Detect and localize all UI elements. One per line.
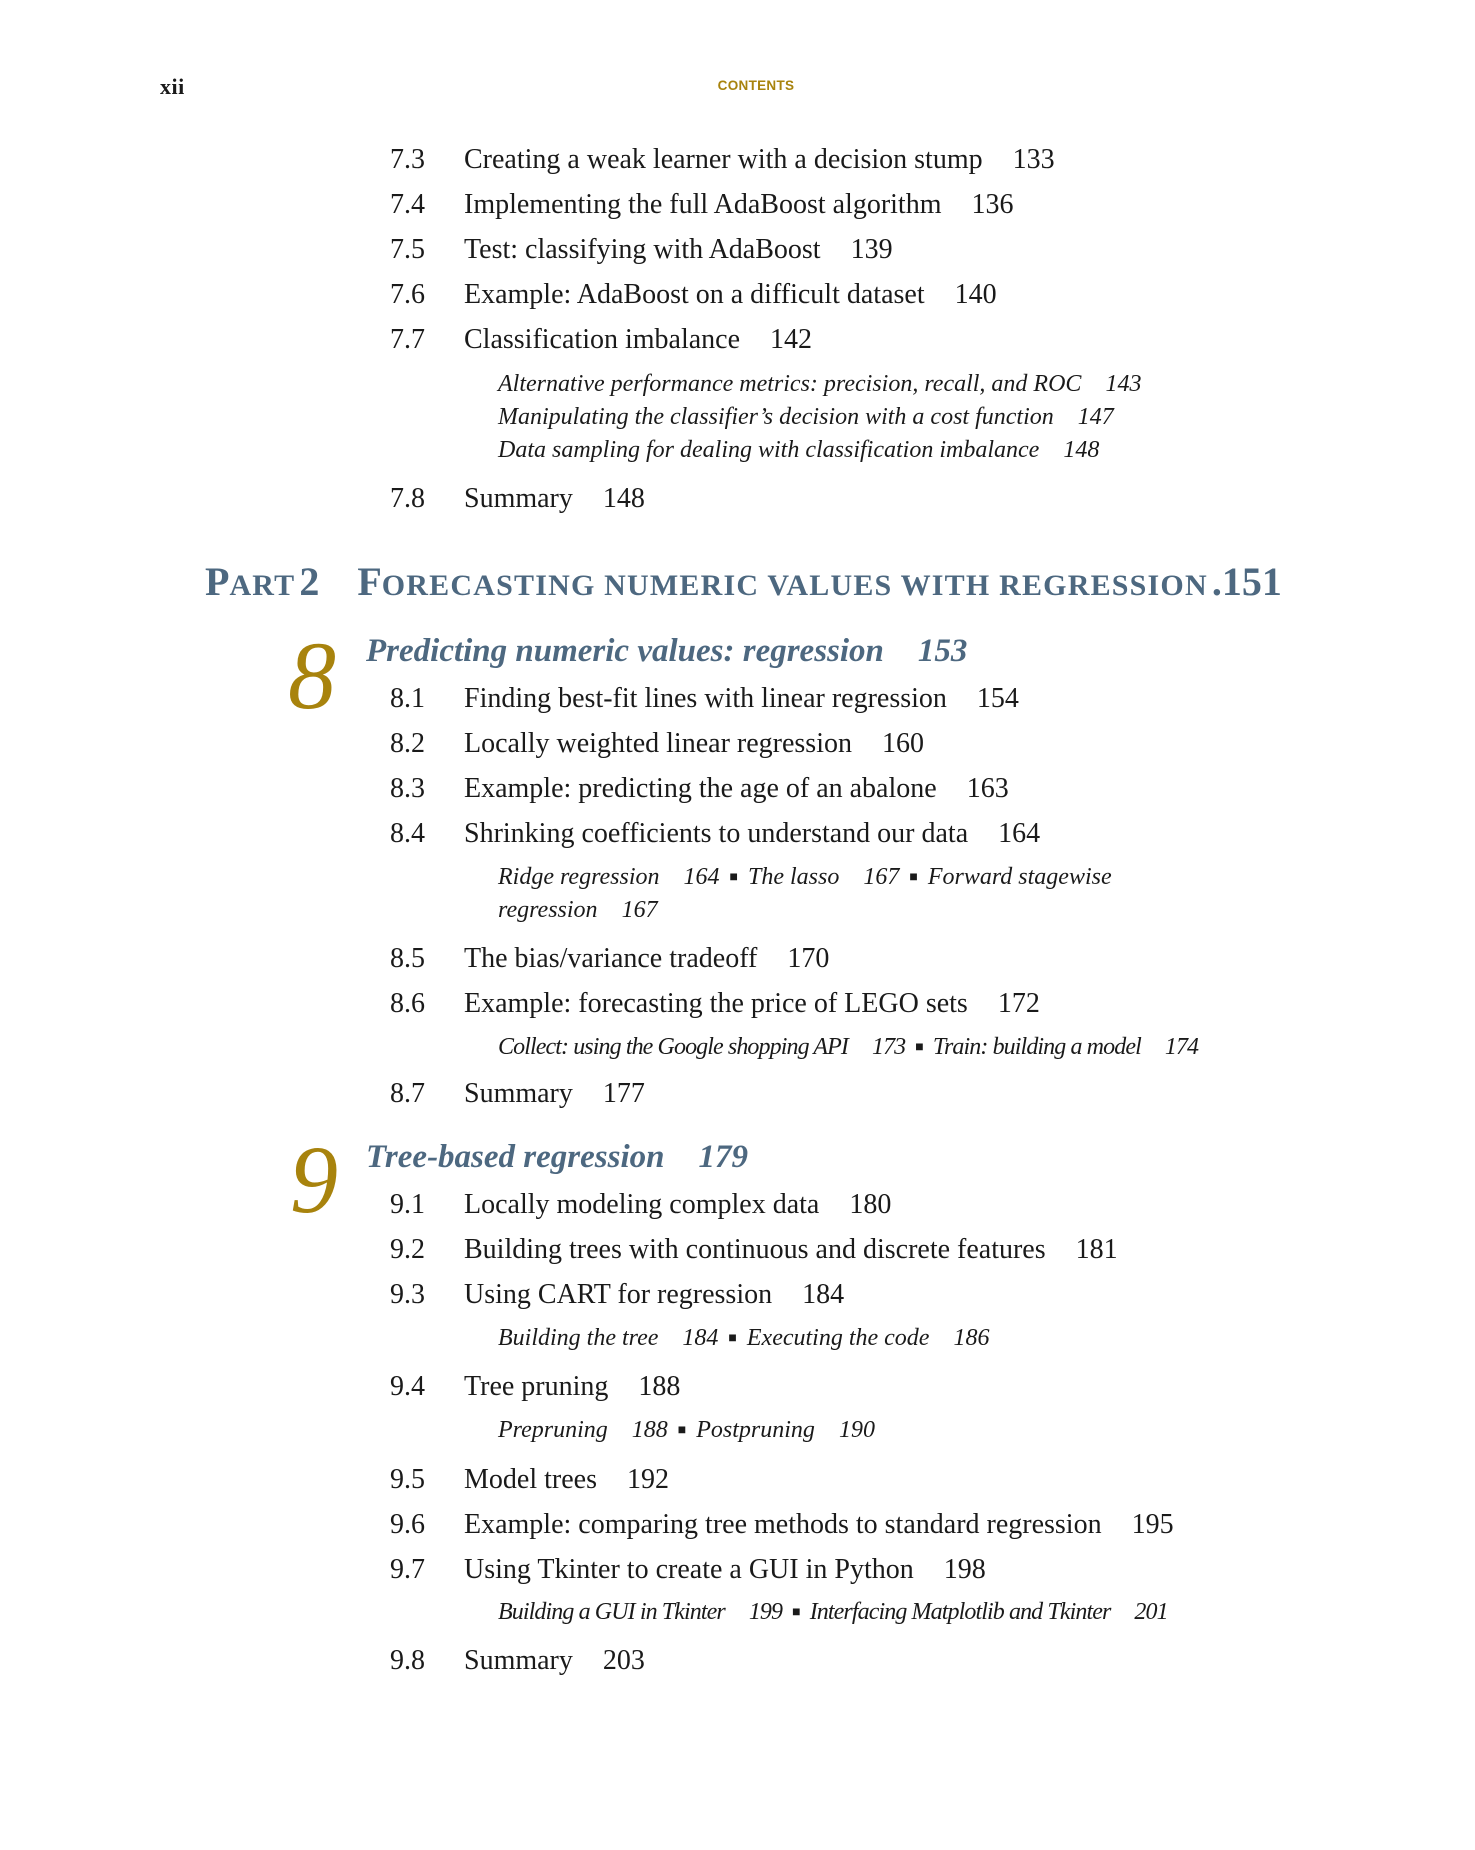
bullet-separator: ■ [915,1040,923,1055]
subsection-title-continued: regression [498,897,598,923]
page-number: 180 [849,1189,892,1220]
subsection-title: Postpruning [696,1417,815,1443]
page-number: 148 [1063,437,1100,463]
section-number: 7.5 [390,234,425,265]
page-number: 164 [683,864,720,890]
section-number: 9.5 [390,1464,425,1495]
section-title: Using Tkinter to create a GUI in Python [464,1554,914,1585]
section-number: 7.3 [390,144,425,175]
toc-subentry-8-4-line1[interactable] [498,865,1112,889]
section-title: Finding best-fit lines with linear regression [464,683,947,714]
page-number: 201 [1134,1599,1168,1625]
section-number: 7.8 [390,483,425,514]
page-number: 199 [748,1599,783,1625]
toc-subentry-7-7-a[interactable] [498,372,1141,396]
subsection-title: Executing the code [746,1325,930,1351]
toc-entry-7-4[interactable] [390,191,1014,219]
part-heading[interactable] [205,559,1282,604]
toc-subentry-8-4-line2[interactable] [498,898,658,922]
section-title: Locally modeling complex data [464,1189,820,1220]
subsection-title: Interfacing Matplotlib and Tkinter [809,1599,1111,1625]
page-number: 140 [954,279,997,310]
chapter-number-9: 9 [290,1126,338,1233]
toc-subentry-9-4[interactable] [498,1418,875,1442]
chapter-title-8[interactable] [366,635,967,668]
page-number: 174 [1164,1034,1199,1060]
section-number: 8.1 [390,683,425,714]
section-title: Implementing the full AdaBoost algorithm [464,189,942,220]
page-number: 192 [626,1464,669,1495]
toc-entry-7-3[interactable] [390,146,1055,174]
bullet-separator: ■ [729,870,738,885]
toc-entry-8-7[interactable] [390,1080,645,1108]
subsection-title: Data sampling for dealing with classification imbalance [498,437,1040,463]
toc-entry-9-7[interactable] [390,1556,986,1584]
toc-entry-9-1[interactable] [390,1191,891,1219]
section-title: Example: AdaBoost on a difficult dataset [464,279,925,310]
section-number: 8.6 [390,988,425,1019]
toc-subentry-7-7-c[interactable] [498,438,1099,462]
subsection-title: The lasso [748,864,840,890]
page-number: 188 [638,1371,681,1402]
page-number: 139 [850,234,893,265]
section-number: 8.5 [390,943,425,974]
section-title: Building trees with continuous and discrete features [464,1234,1046,1265]
page-number: 148 [602,483,645,514]
toc-subentry-9-7[interactable] [498,1600,1168,1624]
section-title: Using CART for regression [464,1279,773,1310]
toc-entry-9-6[interactable] [390,1511,1174,1539]
toc-subentry-7-7-b[interactable] [498,405,1114,429]
page-number: 136 [971,189,1014,220]
section-title: Creating a weak learner with a decision stump [464,144,983,175]
toc-entry-9-8[interactable] [390,1647,645,1675]
bullet-separator: ■ [728,1331,737,1346]
chapter-title: Tree-based regression [366,1139,665,1175]
page-number: 188 [631,1417,668,1443]
page-number: 154 [976,683,1019,714]
toc-entry-9-4[interactable] [390,1373,680,1401]
toc-entry-7-7[interactable] [390,326,812,354]
toc-entry-8-6[interactable] [390,990,1040,1018]
subsection-title: Prepruning [498,1417,608,1443]
page-number: 163 [966,773,1009,804]
chapter-title: Predicting numeric values: regression [366,633,884,669]
page-number: 179 [698,1139,748,1175]
page-number: 133 [1012,144,1055,175]
page-number: 190 [838,1417,875,1443]
page-number: 142 [770,324,813,355]
section-title: Model trees [464,1464,597,1495]
toc-entry-7-6[interactable] [390,281,997,309]
subsection-title: Building the tree [498,1325,659,1351]
section-title: Summary [464,1645,573,1676]
page-number: 143 [1105,371,1142,397]
section-title: Example: comparing tree methods to standard regression [464,1509,1102,1540]
part-title: FORECASTING NUMERIC VALUES WITH REGRESSION [357,559,1208,604]
bullet-separator: ■ [909,870,918,885]
toc-subentry-8-6[interactable] [498,1035,1198,1059]
subsection-title: Forward stagewise [927,864,1112,890]
section-number: 9.1 [390,1189,425,1220]
toc-entry-7-8[interactable] [390,485,645,513]
section-title: Test: classifying with AdaBoost [464,234,821,265]
chapter-number-8: 8 [288,622,336,729]
subsection-title: Building a GUI in Tkinter [498,1599,725,1625]
section-title: Example: predicting the age of an abalone [464,773,937,804]
page-number: 186 [953,1325,990,1351]
page-number: 177 [602,1078,645,1109]
part-label: PART 2 [205,559,320,604]
toc-entry-8-1[interactable] [390,685,1019,713]
bullet-separator: ■ [792,1605,800,1620]
page-number: 153 [917,633,968,669]
page-number: 164 [998,818,1041,849]
section-number: 8.7 [390,1078,425,1109]
chapter-title-9[interactable] [366,1141,748,1174]
page-folio: xii [160,74,185,99]
page-number: 181 [1075,1234,1118,1265]
page-number: 173 [871,1034,906,1060]
subsection-title: Manipulating the classifier’s decision with a cost function [498,404,1054,430]
toc-entry-8-2[interactable] [390,730,924,758]
subsection-title: Alternative performance metrics: precision, recall, and ROC [498,371,1082,397]
section-title: Summary [464,1078,573,1109]
section-number: 9.7 [390,1554,425,1585]
toc-entry-8-4[interactable] [390,820,1040,848]
toc-subentry-9-3[interactable] [498,1326,989,1350]
page-number: 184 [802,1279,845,1310]
section-number: 9.8 [390,1645,425,1676]
running-head: CONTENTS [717,78,795,93]
section-number: 7.4 [390,189,425,220]
page-number: 147 [1077,404,1114,430]
section-number: 9.4 [390,1371,425,1402]
section-title: Tree pruning [464,1371,609,1402]
section-number: 8.4 [390,818,425,849]
page-number: 160 [881,728,924,759]
section-number: 9.2 [390,1234,425,1265]
toc-entry-8-3[interactable] [390,775,1009,803]
toc-entry-7-5[interactable] [390,236,893,264]
section-title: Locally weighted linear regression [464,728,852,759]
page-number: 203 [602,1645,645,1676]
bullet-separator: ■ [677,1423,687,1438]
section-number: 8.3 [390,773,425,804]
section-number: 9.6 [390,1509,425,1540]
section-title: The bias/variance tradeoff [464,943,758,974]
section-number: 8.2 [390,728,425,759]
subsection-title: Train: building a model [932,1034,1141,1060]
page-number: 167 [621,897,658,923]
section-title: Summary [464,483,573,514]
toc-entry-8-5[interactable] [390,945,829,973]
toc-entry-9-3[interactable] [390,1281,844,1309]
subsection-title: Collect: using the Google shopping API [498,1034,848,1060]
subsection-title: Ridge regression [498,864,660,890]
section-number: 7.6 [390,279,425,310]
section-number: 7.7 [390,324,425,355]
page-number: 195 [1131,1509,1174,1540]
page-number: 198 [943,1554,986,1585]
section-number: 9.3 [390,1279,425,1310]
section-title: Classification imbalance [464,324,741,355]
page-number: 170 [787,943,830,974]
toc-entry-9-5[interactable] [390,1466,669,1494]
section-title: Example: forecasting the price of LEGO sets [464,988,968,1019]
section-title: Shrinking coefficients to understand our data [464,818,969,849]
toc-entry-9-2[interactable] [390,1236,1118,1264]
page-number: 184 [682,1325,719,1351]
part-page: .151 [1211,559,1282,604]
page-number: 167 [863,864,900,890]
page-number: 172 [997,988,1040,1019]
